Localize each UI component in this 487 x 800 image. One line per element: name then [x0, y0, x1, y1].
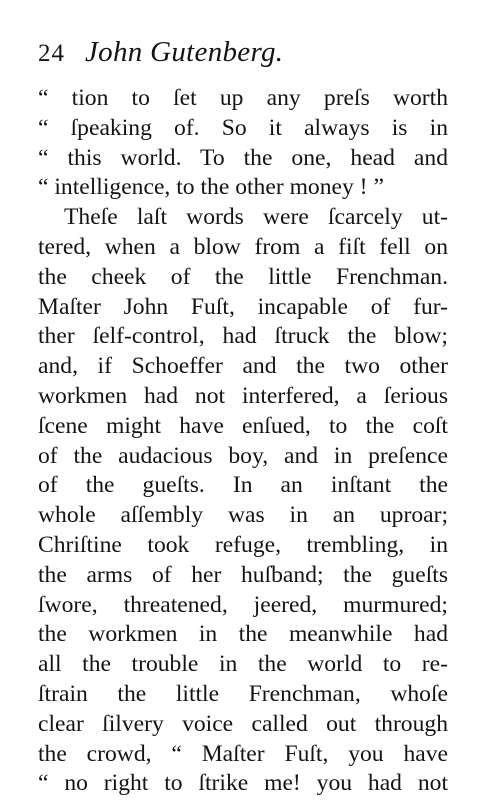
- body-text: [38, 84, 448, 799]
- text-line: “ intelligence, to the other money ! ”: [38, 174, 384, 201]
- text-line: and, if Schoeffer and the two other: [38, 353, 448, 380]
- text-line: Theſe laſt words were ſcarcely ut-: [64, 204, 448, 231]
- text-line: the crowd, “ Maſter Fuſt, you have: [38, 740, 448, 767]
- page-number: 24: [38, 40, 65, 67]
- text-line: “ no right to ſtrike me! you had not: [38, 770, 448, 797]
- text-line: “ ſpeaking of. So it always is in: [38, 114, 448, 141]
- text-line: Chriſtine took refuge, trembling, in: [38, 531, 448, 558]
- text-line: “ tion to ſet up any preſs worth: [38, 85, 448, 111]
- text-line: “ this world. To the one, head and: [38, 144, 448, 171]
- running-title: John Gutenberg.: [85, 36, 284, 68]
- text-line: workmen had not interfered, a ſerious: [38, 382, 448, 409]
- text-line: the workmen in the meanwhile had: [38, 621, 448, 648]
- text-line: tered, when a blow from a fiſt fell on: [38, 233, 448, 260]
- text-line: ſtrain the little Frenchman, whoſe: [38, 680, 448, 707]
- text-line: all the trouble in the world to re-: [38, 651, 448, 678]
- text-line: Maſter John Fuſt, incapable of fur-: [38, 293, 448, 320]
- text-line: of the audacious boy, and in preſence: [38, 442, 448, 469]
- text-line: the cheek of the little Frenchman.: [38, 263, 448, 290]
- text-line: the arms of her huſband; the gueſts: [38, 561, 448, 588]
- text-line: ther ſelf-control, had ſtruck the blow;: [38, 323, 448, 350]
- text-line: ſwore, threatened, jeered, murmured;: [38, 591, 448, 618]
- text-line: whole aſſembly was in an uproar;: [38, 502, 448, 529]
- text-line: of the gueſts. In an inſtant the: [38, 472, 448, 499]
- text-line: ſcene might have enſued, to the coſt: [38, 412, 448, 439]
- page-header: [38, 36, 283, 80]
- text-line: clear ſilvery voice called out through: [38, 710, 448, 737]
